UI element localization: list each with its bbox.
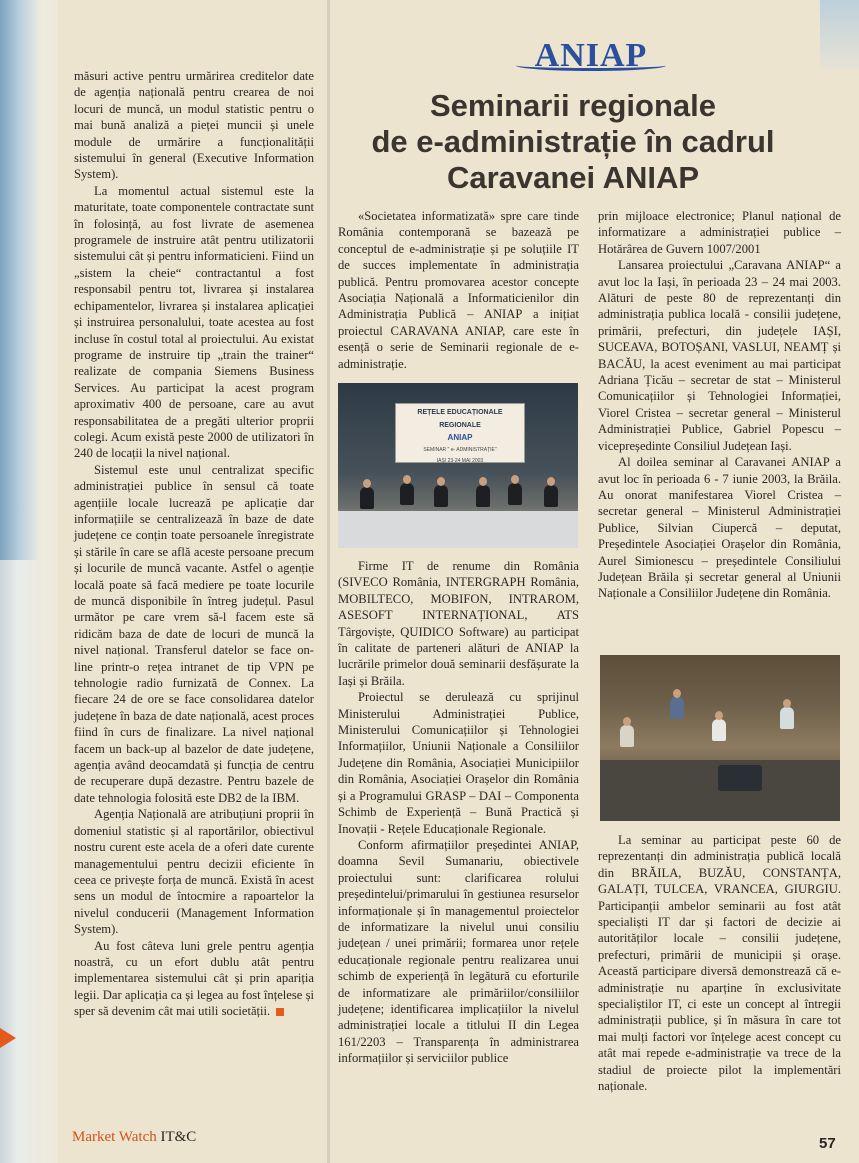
person-silhouette	[620, 725, 634, 747]
person-head	[623, 717, 631, 726]
projector-icon	[718, 765, 762, 791]
paragraph: La momentul actual sistemul este la maturitate, toate componentele contractate sunt în folosință, au fost livrate de asemenea programele de instruire atât pentru utilizatorii sistemului cât și pentru informaticieni. Fiind un „sistem la cheie“ contractantul a fost responsabil pentru tot, livrarea și instalarea echipamentelor, livrarea și instalarea aplicației și instruirea personalului, toate acestea au fost incluse în costul total al proiectului. Au existat programe de instruire tip „train the trainer“ realizate de compania Siemens Business Services. Au participat la acest program aproximativ 400 de persoane, care au avut responsabilitatea de a pregăti ulterior proprii colegi. Acum există peste 2000 de utilizatori în 240 de locații la nivel național.	[74, 183, 314, 461]
title-line: de e-administrație în cadrul	[371, 124, 775, 159]
title-line: Caravanei ANIAP	[446, 160, 700, 195]
article-column-2-top	[598, 208, 841, 602]
paragraph: prin mijloace electronice; Planul național de informatizare a administrației publice – Hotărârea de Guvern 1007/2001	[598, 209, 841, 256]
article-title	[342, 88, 804, 196]
paragraph: Firme IT de renume din România (SIVECO România, INTERGRAPH România, MOBILTECO, MOBIFON, INTRAROM, ASESOFT INTERNAȚIONAL, ATS Târgoviște, QUIDICO Software) au participat în calitate de parteneri alături de ANIAP la lucrările primelor două seminarii desfășurate la Iași și Brăila.	[338, 559, 579, 688]
person-head	[403, 475, 411, 484]
left-article-column	[74, 68, 314, 1020]
person-silhouette	[712, 719, 726, 741]
person-silhouette	[670, 697, 684, 719]
end-of-article-square-icon	[276, 1008, 284, 1016]
person-head	[511, 475, 519, 484]
paragraph: Lansarea proiectului „Caravana ANIAP“ a avut loc la Iași, în perioada 23 – 24 mai 2003. Alături de peste 80 de reprezentanți din administrația publica locală - consilii județene, primării, prefecturi, din județele IAȘI, SUCEAVA, BOTOȘANI, VASLUI, NEAMȚ și BACĂU, la acest eveniment au mai participat Adriana Țicău – secretar de stat – Ministerul Comunicațiilor și Tehnologiei Informației, Viorel Cristea – secretar general – Ministerul Administrației Publice, Gabriel Popescu – vicepreședinte Consiliul Județean Iași.	[598, 258, 841, 453]
paragraph: Conform afirmațiilor președintei ANIAP, doamna Sevil Sumanariu, obiectivele proiectului sunt: clarificarea rolului președintelui/primarului în gestiunea resurselor informaționale și în managementul proiectelor de informatizare la nivelul unui consiliu județean / unei primării; formarea unor rețele educaționale regionale pentru realizarea unui schimb de experiență în legătură cu eforturile de informatizare ale primăriilor/consiliilor județene; identificarea implicațiilor la nivelul administrației locale a titlului II din Legea 161/2203 – Transparența în administrarea informațiilor și serviciilor publice	[338, 837, 579, 1066]
footer-brand-suffix: IT&C	[156, 1129, 197, 1145]
paragraph: Proiectul se derulează cu sprijinul Ministerului Administrației Publice, Ministerului Comunicațiilor și Tehnologiei Informațiilor, Uniunii Naționale a Consiliilor Județene din România, Asociației Municipiilor din România, Asociației Orașelor din România și a Programului GRASP – DAI – Componenta Schimb de Experiență – Bună Practică și Inovații - Rețele Educaționale Regionale.	[338, 690, 579, 836]
footer-brand-name: Market Watch	[72, 1129, 157, 1145]
title-line: Seminarii regionale	[430, 88, 716, 123]
paragraph: măsuri active pentru urmărirea creditelor date de agenția națională pentru crearea de noi locuri de muncă, un modul statistic pentru o mai bună analiză a pieței muncii și unele module de urmărire a funcționalității sistemului în general (Executive Information System).	[74, 69, 314, 182]
paragraph: «Societatea informatizată» spre care tinde România contemporană se bazează pe conceptul de e-administrație și pe soluțiile IT de succes implementate în administrația publică. Pentru promovarea acestor concepte Asociația Națională a Informaticienilor din Administrația Publică – ANIAP a inițiat proiectul CARAVANA ANIAP, care este în esență o serie de Seminarii regionale de e- administrație.	[338, 209, 579, 371]
person-head	[437, 477, 445, 486]
article-column-1-top	[338, 208, 579, 372]
person-silhouette	[360, 487, 374, 509]
seminar-braila-photo	[600, 655, 840, 821]
banner-line: SEMINAR " e- ADMINISTRAȚIE"	[423, 447, 497, 453]
aniap-logo	[516, 38, 666, 74]
person-silhouette	[476, 485, 490, 507]
paragraph: Al doilea seminar al Caravanei ANIAP a avut loc în perioada 6 - 7 iunie 2003, la Brăila. Au onorat manifestarea Viorel Cristea – secretar general – Ministerul Administrației Publice, Silvian Ciupercă – deputat, Președintele Asociației Orașelor din România, Aurel Simionescu – președintele Consiliului Județean Brăila și secretar general al Uniunii Naționale a Consiliilor Județene din România.	[598, 455, 841, 601]
person-silhouette	[508, 483, 522, 505]
person-silhouette	[400, 483, 414, 505]
banner-logo: ANIAP	[447, 433, 473, 442]
person-head	[783, 699, 791, 708]
seminar-iasi-photo	[338, 383, 578, 548]
person-head	[715, 711, 723, 720]
person-silhouette	[434, 485, 448, 507]
person-head	[547, 477, 555, 486]
banner-line: IAȘI 23-24 MAI 2003	[436, 458, 484, 464]
paragraph: Sistemul este unul centralizat specific administrației publice în sensul că toate agențiile locale lucrează pe aplicație dar informațiile se centralizează în baze de date județene ce conțin toate persoanele înregistrate și stările în care se află aceste persoane precum și locurile de muncă vacante. Astfel o agenție locală poate să facă mediere pe toate locurile de muncă disponibile în întreg județul. Pasul următor pe care vrem să-l facem este să ridicăm baza de date de locuri de muncă la nivel național. Transferul datelor se face on-line printr-o rețea intranet de tip VPN pe tehnologie radio furnizată de Connex. La fiecare 24 de ore se face consolidarea datelor județene în baza de date națională, acest proces fiind în curs de finalizare. La nivel național facem un back-up al bazelor de date județene, agenția având deocamdată și funcția de centru de recuperare după dezastre. Pentru bazele de date tehnologia folosită este DB2 de la IBM.	[74, 462, 314, 805]
person-head	[673, 689, 681, 698]
paragraph: La seminar au participat peste 60 de reprezentanți din administrația publică locală din BRĂILA, BUZĂU, CONSTANȚA, GALAȚI, TULCEA, VRANCEA, GIURGIU. Participanții ambelor seminarii au fost atât specialiști IT dar și factori de decizie ai autorităților locale – consilii județene, prefecturi, primării de municipii și orașe. Această participare diversă demonstrează că e-administrație nu aparține în exclusivitate specialiștilor IT, ci este un concept al întregii administrații publice, și în măsura în care tot mai mulți factori vor înțelege acest concept cu atât mai repede e-administrație va trece de la stadiul de proiecte pilot la implementări naționale.	[598, 833, 841, 1094]
page-number: 57	[819, 1135, 836, 1152]
paragraph	[74, 938, 314, 1020]
article-column-1-bottom	[338, 558, 579, 1067]
person-head	[479, 477, 487, 486]
footer-brand	[72, 1129, 196, 1146]
right-page-edge	[820, 0, 859, 70]
person-head	[363, 479, 371, 488]
logo-text: ANIAP	[534, 37, 648, 74]
banner-line: REȚELE EDUCAȚIONALE	[417, 409, 503, 416]
article-column-2-bottom	[598, 832, 841, 1095]
conference-table	[338, 511, 578, 548]
seminar-banner	[395, 403, 525, 463]
column-gutter	[327, 0, 330, 1163]
person-silhouette	[544, 485, 558, 507]
banner-line: REGIONALE	[439, 422, 481, 429]
paragraph-text: Au fost câteva luni grele pentru agenția noastră, cu un efort dublu atât pentru implementarea sistemului cât și prin apariția legii. Dar aplicația ca și legea au fost înțelese și sper să devenim cât mai utili societății.	[74, 938, 314, 1019]
paragraph: Agenția Națională are atribuțiuni proprii în domeniul statistic și al raportărilor, obiectivul nostru curent este acela de a oferi date curente managementului pentru decizii eficiente în ceea ce privește forța de muncă. Există în acest sens un modul de întocmire a rapoartelor la nivelul conducerii (Management Information System).	[74, 807, 314, 937]
arrow-marker-icon	[0, 1028, 16, 1048]
person-silhouette	[780, 707, 794, 729]
left-page-fold	[0, 0, 40, 560]
